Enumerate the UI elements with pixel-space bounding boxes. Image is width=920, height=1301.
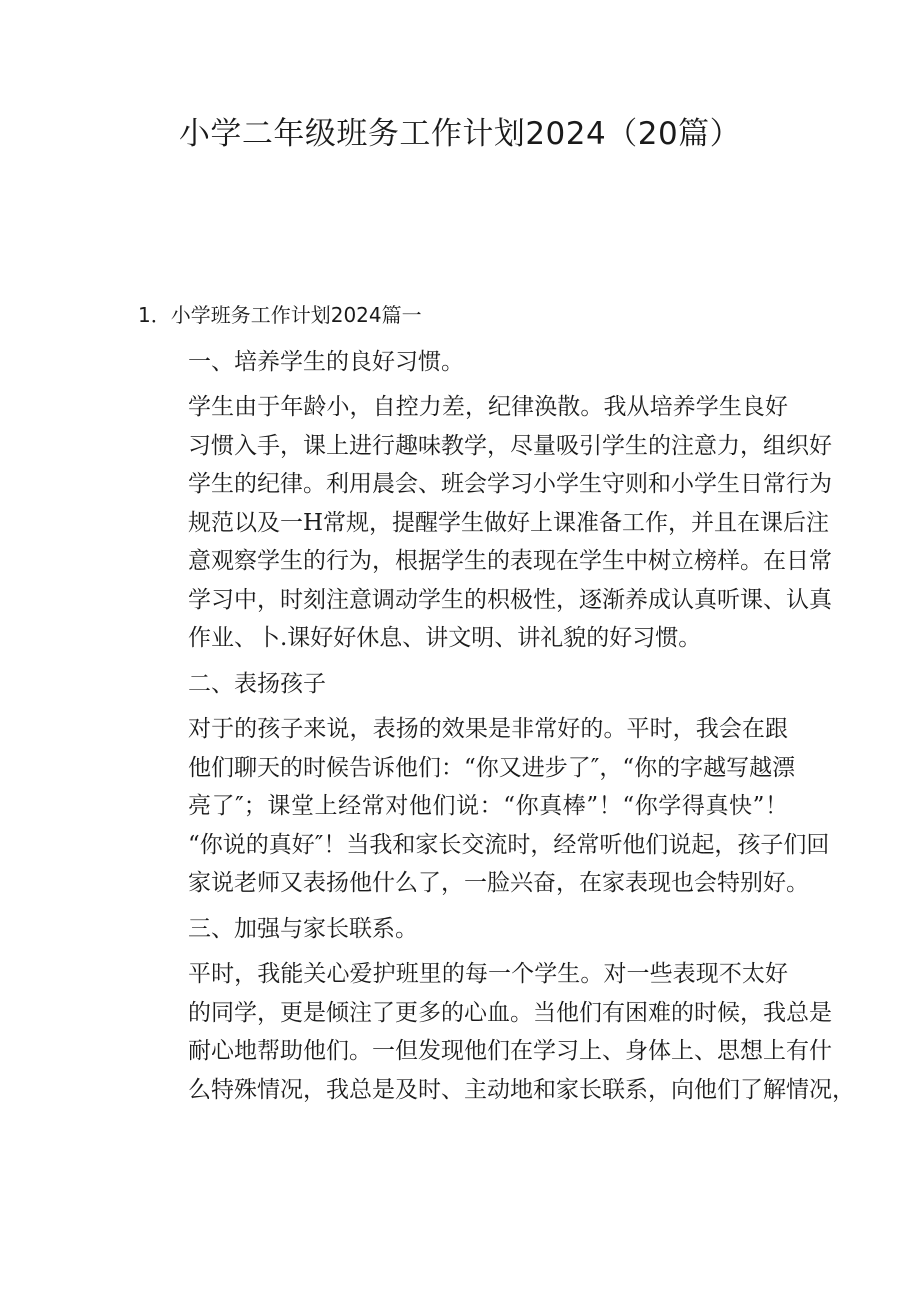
paragraph-2 <box>138 710 830 903</box>
paragraph-line: “你说的真好″！当我和家长交流时，经常听他们说起，孩子们回 <box>188 831 830 858</box>
paragraph-line: 作业、卜.课好好休息、讲文明、讲礼貌的好习惯。 <box>188 625 702 651</box>
paragraph-line: 对于的孩子来说，表扬的效果是非常好的。平时，我会在跟 <box>188 716 788 742</box>
subheading-1: 一、培养学生的良好习惯。 <box>188 348 464 375</box>
paragraph-line: 耐心地帮助他们。一但发现他们在学习上、身体上、思想上有什 <box>188 1038 832 1064</box>
paragraph-1 <box>138 388 832 658</box>
document-title: 小学二年级班务工作计划2024（20篇） <box>178 116 742 152</box>
paragraph-line: 规范以及一H常规，提醒学生做好上课准备工作，并且在课后注 <box>188 509 830 536</box>
paragraph-line: 平时，我能关心爱护班里的每一个学生。对一些表现不太好 <box>188 961 788 987</box>
document-body <box>138 296 855 1116</box>
paragraph-line: 学生由于年龄小，自控力差，纪律涣散。我从培养学生良好 <box>188 394 788 420</box>
paragraph-line: 意观察学生的行为，根据学生的表现在学生中树立榜样。在日常 <box>188 548 832 574</box>
paragraph-line: 学习中，时刻注意调动学生的枳极性，逐渐养成认真听课、认真 <box>188 586 832 613</box>
paragraph-line: 学生的纪律。利用晨会、班会学习小学生守则和小学生日常行为 <box>188 471 832 497</box>
paragraph-line: 他们聊天的时候告诉他们：“你又进步了″，“你的字越写越漂 <box>188 754 796 781</box>
subheading-2: 二、表扬孩子 <box>188 670 326 697</box>
paragraph-line: 么特殊情况，我总是及时、主动地和家长联系，向他们了解情况， <box>188 1076 855 1103</box>
paragraph-line: 家说老师又表扬他什么了，一脸兴奋，在家表现也会特别好。 <box>188 870 809 896</box>
paragraph-line: 的同学，更是倾注了更多的心血。当他们有困难的时候，我总是 <box>188 999 832 1026</box>
paragraph-line: 亮了″；课堂上经常对他们说：“你真棒”！“你学得真快”！ <box>188 793 788 819</box>
section-heading: 1．小学班务工作计划2024篇一 <box>138 303 422 327</box>
paragraph-3 <box>138 955 855 1109</box>
subheading-3: 三、加强与家长联系。 <box>188 915 418 942</box>
paragraph-line: 习惯入手，课上进行趣味教学，尽量吸引学生的注意力，组织好 <box>188 432 832 459</box>
